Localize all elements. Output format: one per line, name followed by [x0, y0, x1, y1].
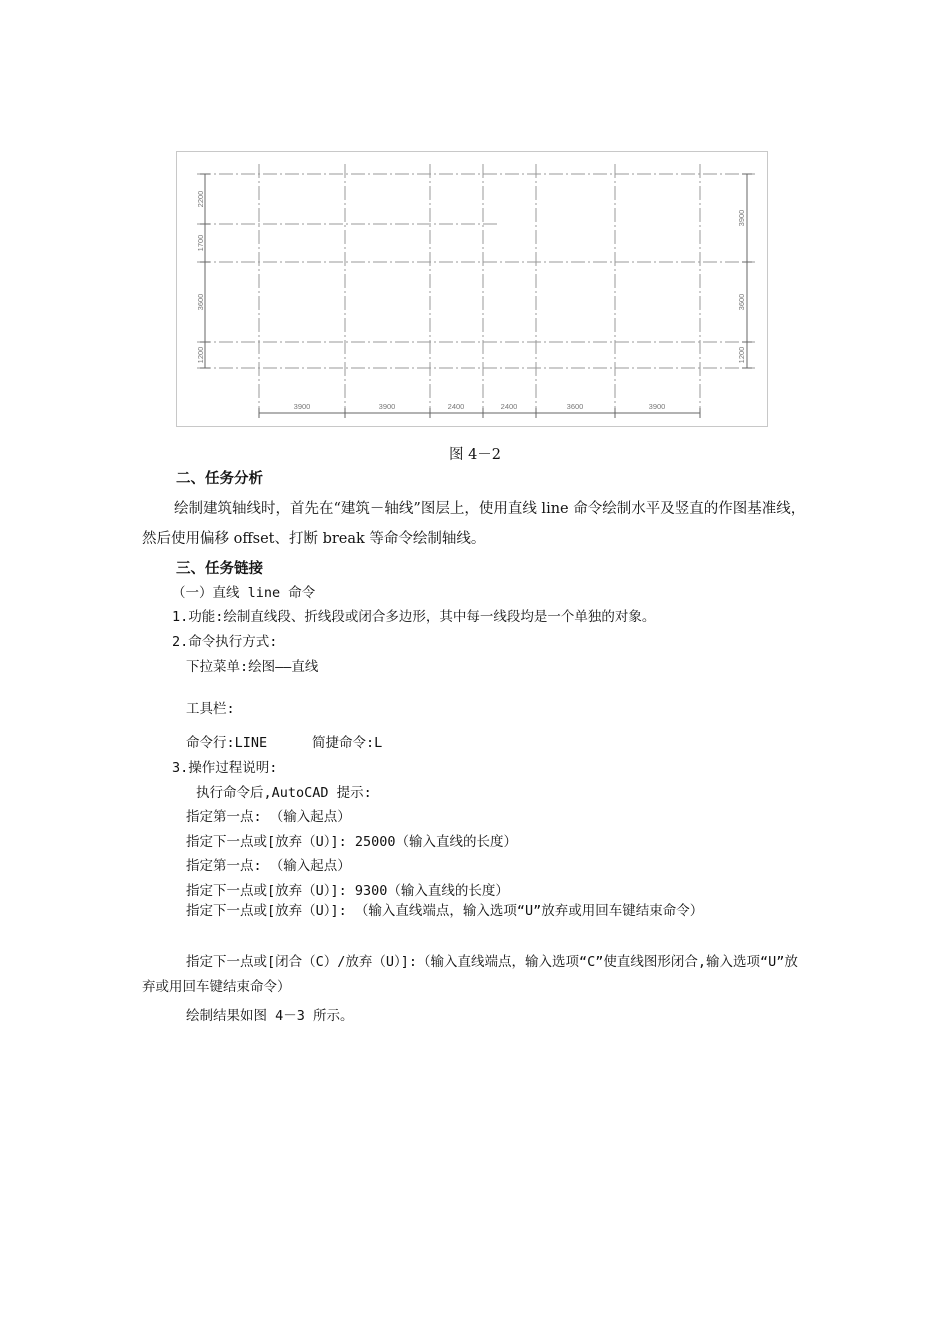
- dim-left-1: 2200: [196, 190, 205, 208]
- dim-right-1: 3900: [737, 209, 746, 227]
- shortcut-label: 简捷命令:L: [312, 735, 383, 751]
- item-operation: 3.操作过程说明:: [172, 760, 278, 776]
- command-line-label: 命令行:LINE: [186, 735, 268, 751]
- link-heading: 三、任务链接: [176, 560, 263, 577]
- dim-left-3: 3600: [196, 293, 205, 311]
- step-first-point-2: 指定第一点: （输入起点）: [186, 858, 351, 874]
- dim-bottom-6: 3900: [648, 402, 666, 411]
- dim-bottom-4: 2400: [500, 402, 518, 411]
- dim-left-4: 1200: [196, 346, 205, 364]
- dim-bottom-2: 3900: [378, 402, 396, 411]
- result-line: 绘制结果如图 4－3 所示。: [186, 1008, 354, 1024]
- axis-grid-drawing: [177, 152, 769, 428]
- dim-bottom-1: 3900: [293, 402, 311, 411]
- dim-right-3: 1200: [737, 346, 746, 364]
- analysis-paragraph: 绘制建筑轴线时，首先在“建筑－轴线”图层上，使用直线 line 命令绘制水平及竖直的作图基准线，然后使用偏移 offset、打断 break 等命令绘制轴线。: [142, 501, 806, 547]
- step-first-point-1: 指定第一点: （输入起点）: [186, 809, 351, 825]
- step-next-point-9300: 指定下一点或[放弃（U）]: 9300（输入直线的长度）: [186, 883, 509, 899]
- item-exec-methods: 2.命令执行方式:: [172, 634, 278, 650]
- dim-bottom-3: 2400: [447, 402, 465, 411]
- figure-caption: 图 4－2: [448, 447, 502, 463]
- subsection-line-command: （一）直线 line 命令: [172, 585, 316, 601]
- dim-left-2: 1700: [196, 234, 205, 252]
- prompt-intro: 执行命令后,AutoCAD 提示:: [196, 785, 372, 801]
- axis-grid-figure: [176, 151, 768, 427]
- dim-bottom-5: 3600: [566, 402, 584, 411]
- toolbar-label: 工具栏:: [186, 701, 235, 717]
- item-function: 1.功能:绘制直线段、折线段或闭合多边形，其中每一线段均是一个单独的对象。: [172, 609, 656, 625]
- step-close-undo: 指定下一点或[闭合（C）/放弃（U）]:（输入直线端点，输入选项“C”使直线图形闭合,输入选项“U”放弃或用回车键结束命令）: [142, 954, 798, 995]
- step-next-point-undo: 指定下一点或[放弃（U）]: （输入直线端点，输入选项“U”放弃或用回车键结束命令）: [186, 903, 704, 919]
- step-next-point-25000: 指定下一点或[放弃（U）]: 25000（输入直线的长度）: [186, 834, 518, 850]
- analysis-heading: 二、任务分析: [176, 470, 263, 487]
- dim-right-2: 3600: [737, 293, 746, 311]
- menu-path: 下拉菜单:绘图——直线: [186, 659, 319, 675]
